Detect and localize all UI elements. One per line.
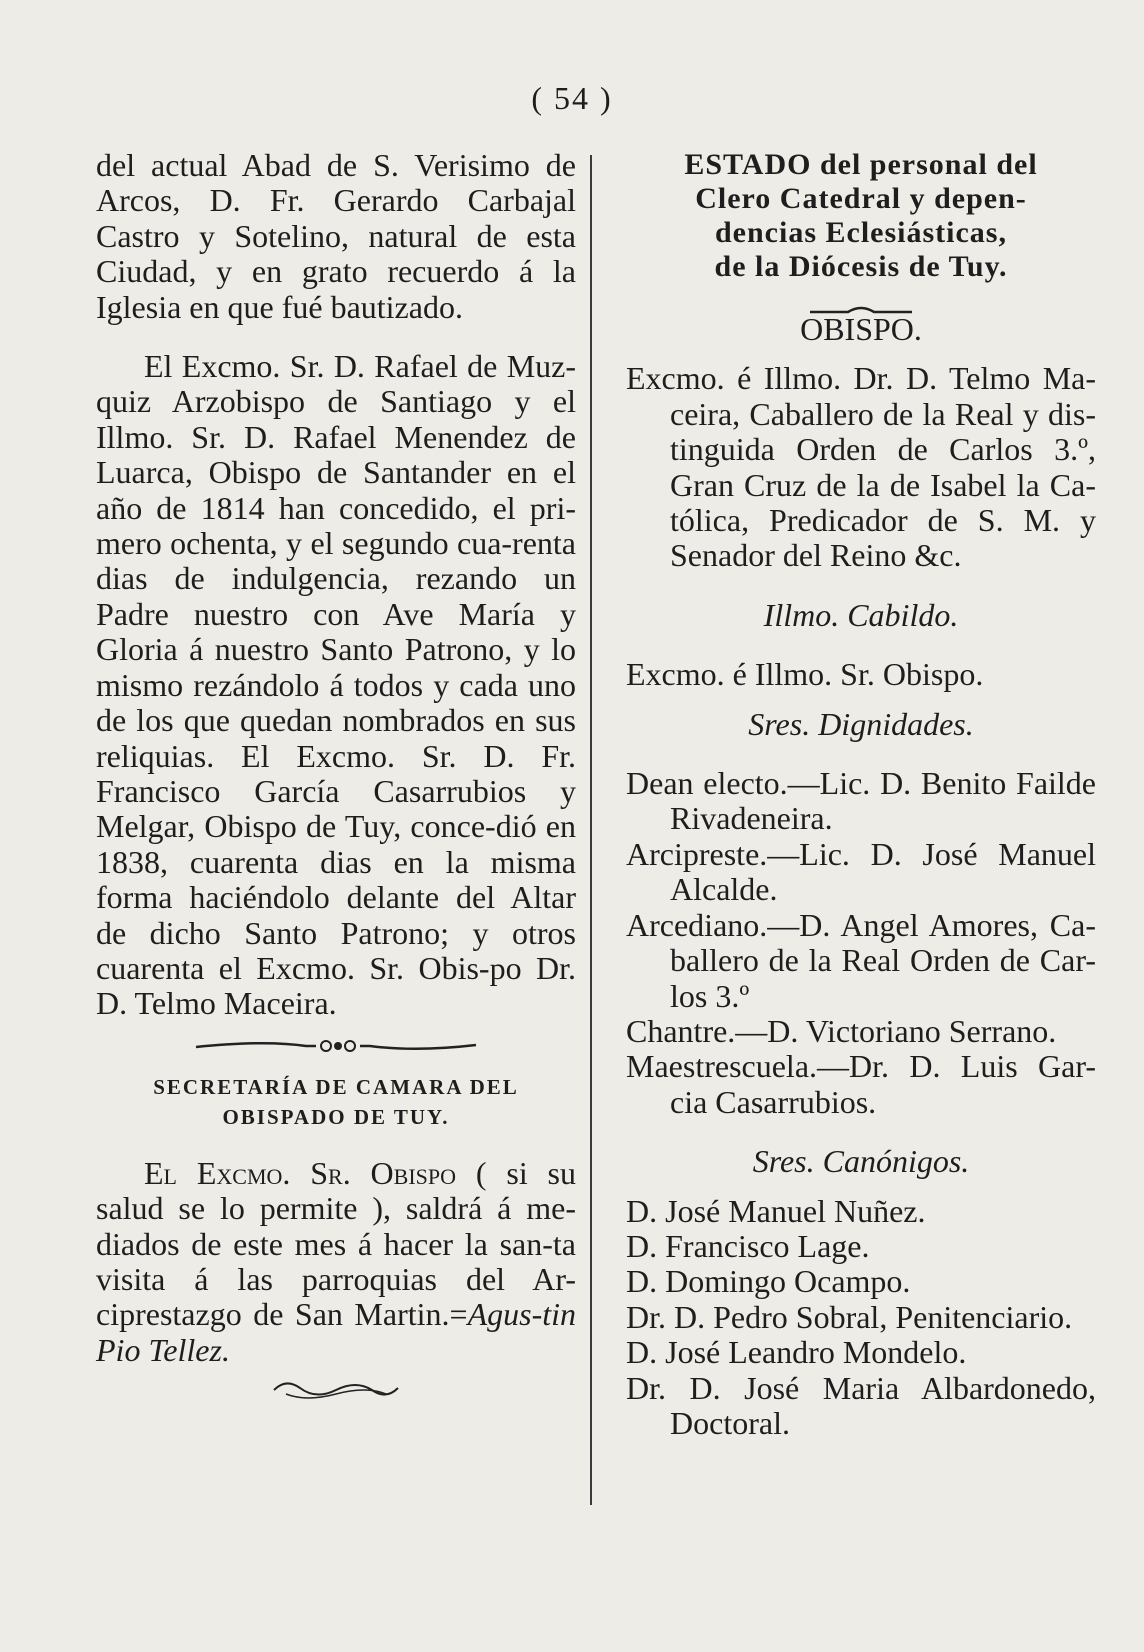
left-column <box>96 148 576 1412</box>
secretaria-heading <box>96 1072 576 1132</box>
dignidad-item: Dean electo.—Lic. D. Benito Failde Rivadeneira. <box>626 765 1096 837</box>
canonigo-item: D. Domingo Ocampo. <box>626 1263 911 1300</box>
cabildo-heading: Illmo. Cabildo. <box>763 596 959 633</box>
cabildo-obispo: Excmo. é Illmo. Sr. Obispo. <box>626 656 984 693</box>
paragraph-indulgencias: El Excmo. Sr. D. Rafael de Muz-quiz Arzobispo de Santiago y el Illmo. Sr. D. Rafael Menendez de Luarca, Obispo de Santander en el año de 1814 han concedido, el pri-mero ochenta, y el segundo cua-renta dias de indulgencia, rezando un Padre nuestro con Ave María y Gloria á nuestro Santo Patrono, y lo mismo rezándolo á todos y cada uno de los que quedan nombrados en sus reliquias. El Excmo. Sr. D. Fr. Francisco García Casarrubios y Melgar, Obispo de Tuy, conce-dió en 1838, cuarenta dias en la misma forma haciéndolo delante del Altar de dicho Santo Patrono; y otros cuarenta el Excmo. Sr. Obis-po Dr. D. Telmo Maceira. <box>96 348 576 1022</box>
dignidades-list <box>626 766 1096 1120</box>
title-ornament <box>626 290 1096 308</box>
secretaria-heading-line1: SECRETARÍA DE CAMARA DEL <box>153 1074 519 1099</box>
paragraph-visita <box>96 1156 576 1368</box>
dignidad-item: Chantre.—D. Victoriano Serrano. <box>626 1012 1057 1049</box>
dignidad-item: Arcediano.—D. Angel Amores, Ca-ballero de la Real Orden de Car-los 3.º <box>626 906 1096 1014</box>
end-ornament <box>96 1376 576 1404</box>
estado-title-line4: de la Diócesis de Tuy. <box>714 250 1008 283</box>
end-flourish-icon <box>266 1376 406 1404</box>
estado-title-line3: dencias Eclesiásticas, <box>715 216 1007 249</box>
canonigo-item: Dr. D. Pedro Sobral, Penitenciario. <box>626 1298 1073 1335</box>
canonigo-item: D. José Leandro Mondelo. <box>626 1334 967 1371</box>
obispo-heading: OBISPO. <box>800 311 922 347</box>
dignidad-item: Arcipreste.—Lic. D. José Manuel Alcalde. <box>626 835 1096 908</box>
right-column <box>626 148 1096 1441</box>
secretaria-heading-line2: OBISPADO DE TUY. <box>222 1104 450 1129</box>
canonigo-item: D. Francisco Lage. <box>626 1227 870 1264</box>
section-ornament <box>96 1030 576 1058</box>
canonigo-item: D. José Manuel Nuñez. <box>626 1192 926 1229</box>
canonigo-item: Dr. D. José Maria Albardonedo, Doctoral. <box>626 1369 1096 1441</box>
estado-title-line2: Clero Catedral y depen- <box>695 182 1027 215</box>
estado-title <box>626 148 1096 284</box>
dignidad-item: Maestrescuela.—Dr. D. Luis Gar-cia Casarrubios. <box>626 1048 1096 1120</box>
visita-signature: Agus-tin Pio Tellez. <box>96 1296 576 1368</box>
visita-body: ( si su salud se lo permite ), saldrá á me-diados de este mes á hacer la san-ta visita á las parroquias del Ar-ciprestazgo de San Martin.= <box>96 1154 576 1333</box>
paragraph-abad: del actual Abad de S. Verisimo de Arcos, D. Fr. Gerardo Carbajal Castro y Sotelino, natural de esta Ciudad, y en grato recuerdo á la Iglesia en que fué bautizado. <box>96 147 576 325</box>
canonigos-heading: Sres. Canónigos. <box>752 1143 970 1180</box>
visita-lead: El Excmo. Sr. Obispo <box>144 1154 457 1191</box>
dignidades-heading: Sres. Dignidades. <box>748 705 974 742</box>
flourish-divider-icon <box>186 1034 486 1058</box>
canonigos-list <box>626 1194 1096 1442</box>
column-divider <box>590 155 592 1505</box>
estado-title-line1: ESTADO del personal del <box>684 148 1038 181</box>
obispo-text: Excmo. é Illmo. Dr. D. Telmo Ma-ceira, Caballero de la Real y dis-tinguida Orden de Carlos 3.º, Gran Cruz de la de Isabel la Ca-tólica, Predicador de S. M. y Senador del Reino &c. <box>626 360 1096 574</box>
page-number: ( 54 ) <box>531 80 613 116</box>
